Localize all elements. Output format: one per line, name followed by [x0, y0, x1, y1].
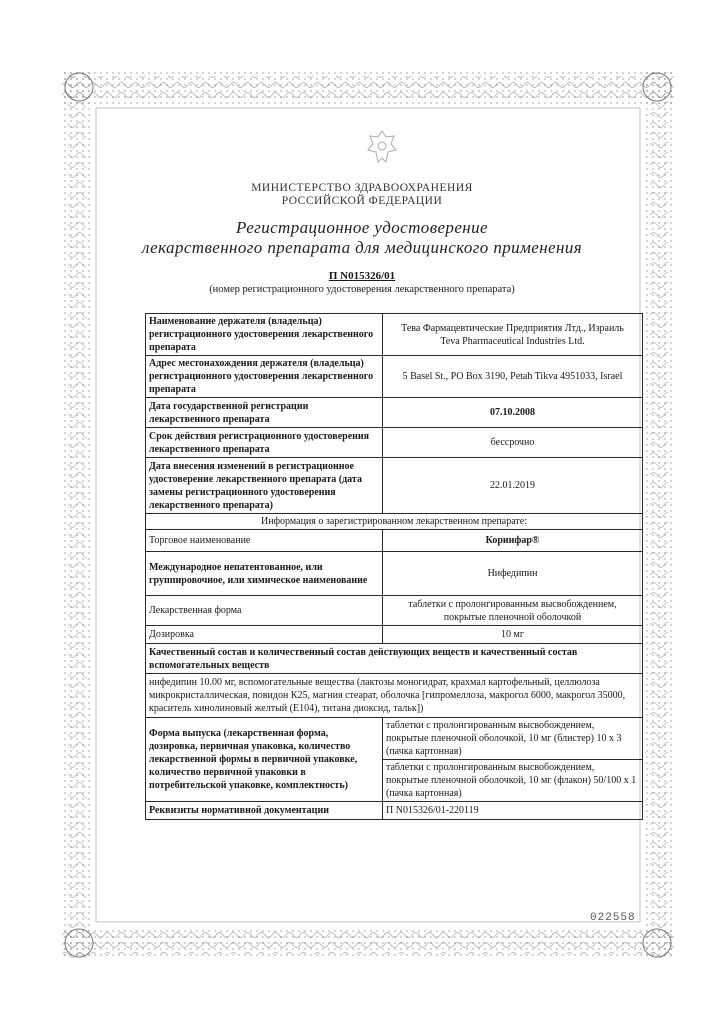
registration-date-label: Дата государственной регистрации лекарственного препарата	[146, 398, 383, 428]
table-row	[146, 530, 643, 552]
table-row	[146, 458, 643, 514]
dosage-label: Дозировка	[146, 626, 383, 644]
registration-number: П N015326/01	[328, 270, 396, 282]
form-serial-number: 022558	[590, 912, 636, 924]
table-row	[146, 314, 643, 356]
table-row	[146, 718, 643, 760]
trade-name-value: Коринфар®	[383, 530, 643, 552]
changes-date-label: Дата внесения изменений в регистрационное удостоверение лекарственного препарата (дата замены регистрационного удостоверения лекарственного препарата)	[146, 458, 383, 514]
info-section-header: Информация о зарегистрированном лекарственном препарате:	[146, 514, 643, 530]
coat-of-arms-emblem	[364, 128, 400, 168]
ministry-name-line2: РОССИЙСКОЙ ФЕДЕРАЦИИ	[281, 195, 443, 207]
holder-address-value: 5 Basel St., PO Box 3190, Petah Tikva 4951033, Israel	[383, 356, 643, 398]
inn-label: Международное непатентованное, или группировочное, или химическое наименование	[146, 552, 383, 596]
release-form-value-2: таблетки с пролонгированным высвобождением, покрытые пленочной оболочкой, 10 мг (флакон) 50/100 х 1 (пачка картонная)	[383, 760, 643, 802]
table-row	[146, 644, 643, 674]
table-row	[146, 428, 643, 458]
holder-name-label: Наименование держателя (владельца) регистрационного удостоверения лекарственного препарата	[146, 314, 383, 356]
dosage-form-label: Лекарственная форма	[146, 596, 383, 626]
table-row	[146, 514, 643, 530]
holder-name-value	[383, 314, 643, 356]
holder-address-label: Адрес местонахождения держателя (владельца) регистрационного удостоверения лекарственного препарата	[146, 356, 383, 398]
composition-text: нифедипин 10.00 мг, вспомогательные вещества (лактозы моногидрат, крахмал картофельный, целлюлоза микрокристаллическая, повидон К25, магния стеарат, оболочка [гипромеллоза, макрогол 6000, макрогол 35000, краситель хинолиновый желтый (Е104), титана диоксид, тальк])	[146, 674, 643, 718]
dosage-form-value: таблетки с пролонгированным высвобождением, покрытые пленочной оболочкой	[383, 596, 643, 626]
holder-name-value-ru: Тева Фармацевтические Предприятия Лтд., Израиль	[401, 322, 624, 334]
table-row	[146, 398, 643, 428]
table-row	[146, 626, 643, 644]
table-row	[146, 596, 643, 626]
normative-docs-label: Реквизиты нормативной документации	[146, 802, 383, 820]
table-row	[146, 802, 643, 820]
normative-docs-value: П N015326/01-220119	[383, 802, 643, 820]
table-row	[146, 356, 643, 398]
document-title-line2: лекарственного препарата для медицинского применения	[141, 238, 583, 257]
composition-header: Качественный состав и количественный состав действующих веществ и качественный состав вспомогательных веществ	[146, 644, 643, 674]
trade-name-label: Торговое наименование	[146, 530, 383, 552]
inn-value: Нифедипин	[383, 552, 643, 596]
holder-name-value-en: Teva Pharmaceutical Industries Ltd.	[440, 335, 585, 347]
release-form-label: Форма выпуска (лекарственная форма, дозировка, первичная упаковка, количество лекарственной формы в первичной упаковке, количество первичной упаковки в потребительской упаковке, комплектность)	[146, 718, 383, 802]
validity-value: бессрочно	[383, 428, 643, 458]
table-row	[146, 552, 643, 596]
registration-number-caption: (номер регистрационного удостоверения лекарственного препарата)	[209, 284, 515, 295]
certificate-table	[145, 313, 643, 820]
release-form-value-1: таблетки с пролонгированным высвобождением, покрытые пленочной оболочкой, 10 мг (блистер) 10 х 3 (пачка картонная)	[383, 718, 643, 760]
validity-label: Срок действия регистрационного удостоверения лекарственного препарата	[146, 428, 383, 458]
dosage-value: 10 мг	[383, 626, 643, 644]
registration-date-value: 07.10.2008	[383, 398, 643, 428]
ministry-name-line1: МИНИСТЕРСТВО ЗДРАВООХРАНЕНИЯ	[251, 182, 473, 194]
document-title-line1: Регистрационное удостоверение	[236, 218, 488, 237]
table-row	[146, 674, 643, 718]
changes-date-value: 22.01.2019	[383, 458, 643, 514]
